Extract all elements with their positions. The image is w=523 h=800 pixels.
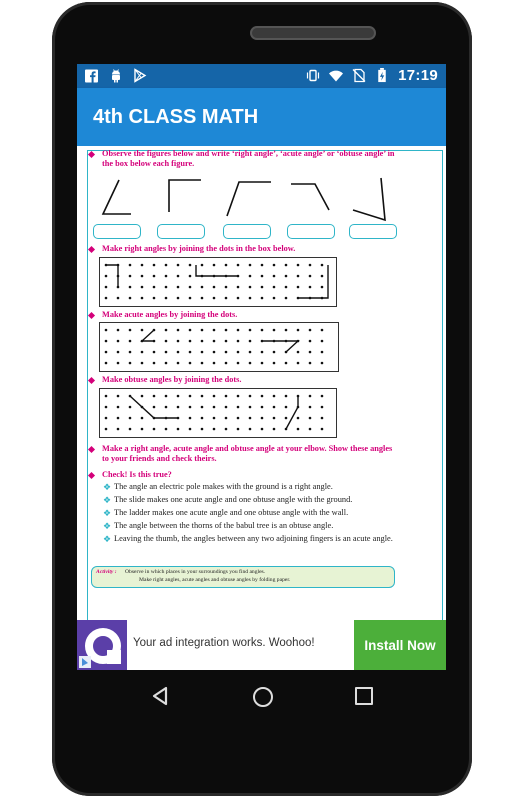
activity-line-2: Make right angles, acute angles and obtuse angles by folding paper. <box>139 577 291 583</box>
vibrate-icon <box>306 68 320 83</box>
check-item-4: The angle between the thorns of the babul tree is an obtuse angle. <box>114 521 334 530</box>
ad-logo-icon <box>77 620 127 670</box>
question-3: Make acute angles by joining the dots. <box>102 310 238 319</box>
question-5: Make a right angle, acute angle and obtuse angle at your elbow. Show these angles to your friends and check theirs. <box>102 444 393 463</box>
status-bar <box>77 64 446 88</box>
question-2: Make right angles by joining the dots in the box below. <box>102 244 296 253</box>
activity-label: Activity : <box>96 569 117 575</box>
diamond-bullet-icon: ❖ <box>103 495 112 505</box>
ad-text: Your ad integration works. Woohoo! <box>133 637 315 649</box>
dot-grid-acute-angles[interactable] <box>99 322 339 372</box>
play-store-icon <box>133 68 147 83</box>
check-item-3: The ladder makes one acute angle and one obtuse angle with the wall. <box>114 508 349 517</box>
clock-time: 17:19 <box>398 67 438 84</box>
dot-grid-right-angles[interactable] <box>99 257 337 307</box>
recents-icon[interactable] <box>355 687 373 705</box>
activity-box <box>91 566 395 588</box>
dot-grid-obtuse-angles[interactable] <box>99 388 337 438</box>
ad-logo <box>77 620 127 670</box>
drawn-right-angles <box>100 258 336 306</box>
back-icon[interactable] <box>151 686 169 706</box>
figure-obtuse-angle <box>227 182 271 216</box>
check-item-1: The angle an electric pole makes with the ground is a right angle. <box>114 482 333 491</box>
answer-box-5[interactable] <box>349 224 397 239</box>
app-bar <box>77 88 446 146</box>
check-item-2: The slide makes one acute angle and one obtuse angle with the ground. <box>114 495 353 504</box>
answer-box-2[interactable] <box>157 224 205 239</box>
check-item-5: Leaving the thumb, the angles between any two adjoining fingers is an acute angle. <box>114 534 393 543</box>
diamond-bullet-icon: ❖ <box>103 482 112 492</box>
drawn-acute-angles <box>100 323 338 371</box>
app-title: 4th CLASS MATH <box>93 106 259 128</box>
question-1: Observe the figures below and write ‘right angle’, ‘acute angle’ or ‘obtuse angle’ in the box below each figure. <box>102 149 395 168</box>
check-title: Check! Is this true? <box>102 470 172 479</box>
question-4: Make obtuse angles by joining the dots. <box>102 375 242 384</box>
figure-acute-angle-2 <box>353 178 385 220</box>
figure-right-angle <box>169 180 201 212</box>
android-icon <box>109 68 123 83</box>
diamond-bullet-icon: ❖ <box>103 534 112 544</box>
navigation-bar <box>77 670 446 722</box>
figure-obtuse-angle-2 <box>291 184 329 210</box>
figure-acute-angle <box>103 180 131 214</box>
no-sim-icon <box>352 68 366 83</box>
device-screen <box>77 64 446 722</box>
angle-figures <box>91 176 401 224</box>
facebook-icon <box>85 68 99 83</box>
wifi-icon <box>329 68 343 83</box>
ad-banner[interactable] <box>77 620 446 670</box>
home-icon[interactable] <box>253 687 273 707</box>
drawn-obtuse-angles <box>100 389 336 437</box>
answer-box-3[interactable] <box>223 224 271 239</box>
activity-line-1: Observe in which places in your surroundings you find angles. <box>125 569 266 575</box>
answer-box-1[interactable] <box>93 224 141 239</box>
earpiece-speaker <box>250 26 376 40</box>
diamond-bullet-icon: ❖ <box>103 508 112 518</box>
install-now-button[interactable]: Install Now <box>354 620 446 670</box>
battery-charging-icon <box>375 68 389 83</box>
worksheet-page[interactable] <box>77 146 446 620</box>
answer-box-4[interactable] <box>287 224 335 239</box>
diamond-bullet-icon: ❖ <box>103 521 112 531</box>
